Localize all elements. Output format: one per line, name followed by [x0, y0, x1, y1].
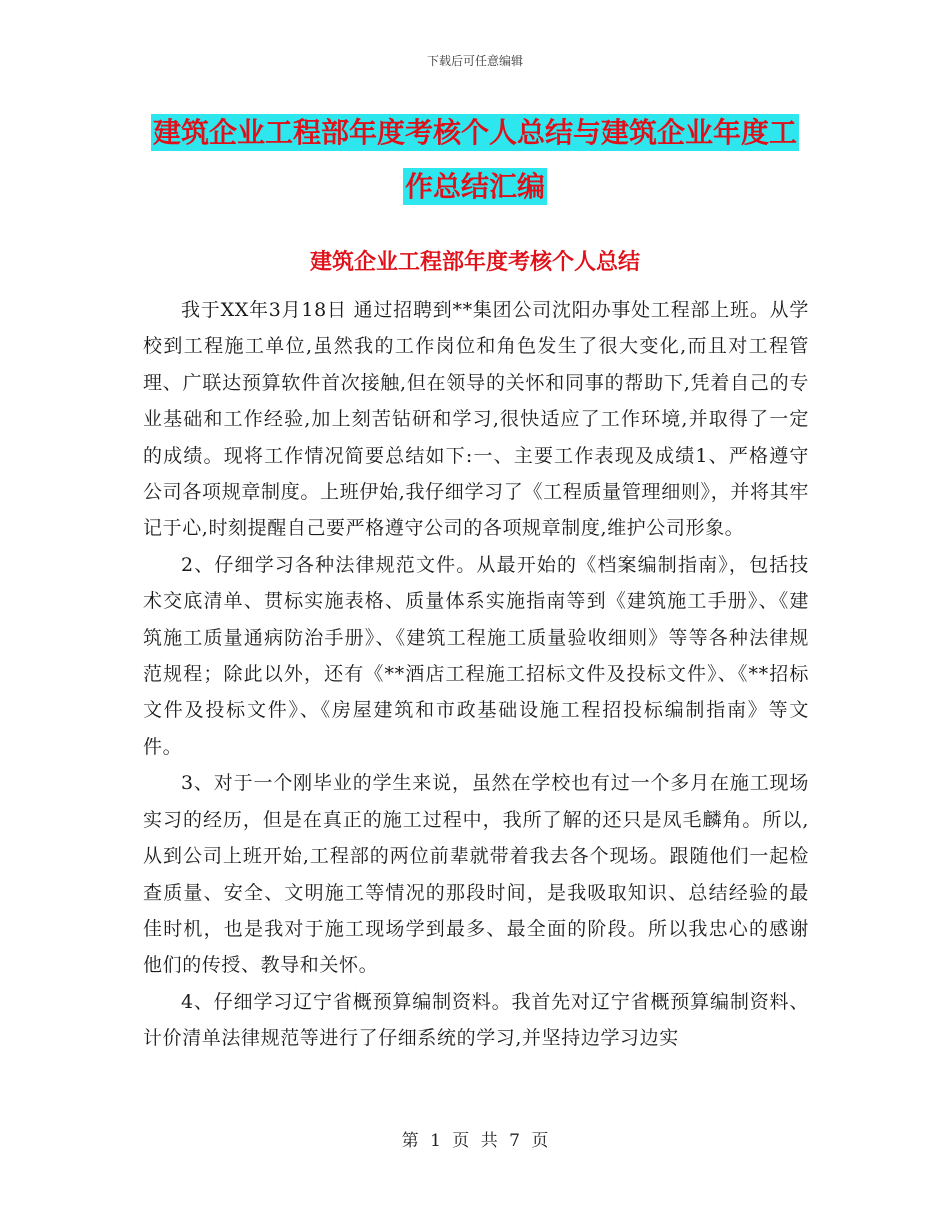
paragraph: 4、仔细学习辽宁省概预算编制资料。我首先对辽宁省概预算编制资料、计价清单法律规范等进行了仔细系统的学习,并坚持边学习边实: [143, 990, 809, 1050]
paragraph: 3、对于一个刚毕业的学生来说，虽然在学校也有过一个多月在施工现场实习的经历，但是在真正的施工过程中，我所了解的还只是凤毛麟角。所以,从到公司上班开始,工程部的两位前辈就带着我去各个现场。跟随他们一起检查质量、安全、文明施工等情况的那段时间，是我吸取知识、总结经验的最佳时机，也是我对于施工现场学到最多、最全面的阶段。所以我忠心的感谢他们的传授、教导和关怀。: [143, 772, 809, 977]
paragraph: 2、仔细学习各种法律规范文件。从最开始的《档案编制指南》，包括技术交底清单、贯标实施表格、质量体系实施指南等到《建筑施工手册》、《建筑施工质量通病防治手册》、《建筑工程施工质量验收细则》等等各种法律规范规程；除此以外，还有《**酒店工程施工招标文件及投标文件》、《**招标文件及投标文件》、《房屋建筑和市政基础设施工程招投标编制指南》等文件。: [143, 553, 809, 758]
body-text: [143, 292, 809, 1057]
document-title: [0, 106, 950, 214]
document-title-line-2: 作总结汇编: [404, 170, 545, 203]
document-title-line-1: 建筑企业工程部年度考核个人总结与建筑企业年度工: [152, 116, 797, 149]
section-title: 建筑企业工程部年度考核个人总结: [309, 250, 640, 275]
page-footer: 第 1 页 共 7 页: [401, 1131, 549, 1151]
header-note: 下载后可任意编辑: [426, 54, 523, 68]
paragraph: 我于XX年3月18日 通过招聘到**集团公司沈阳办事处工程部上班。从学校到工程施工单位,虽然我的工作岗位和角色发生了很大变化,而且对工程管理、广联达预算软件首次接触,但在领导的关怀和同事的帮助下,凭着自己的专业基础和工作经验,加上刻苦钻研和学习,很快适应了工作环境,并取得了一定的成绩。现将工作情况简要总结如下:一、主要工作表现及成绩1、严格遵守公司各项规章制度。上班伊始,我仔细学习了《工程质量管理细则》，并将其牢记于心,时刻提醒自己要严格遵守公司的各项规章制度,维护公司形象。: [143, 299, 809, 540]
